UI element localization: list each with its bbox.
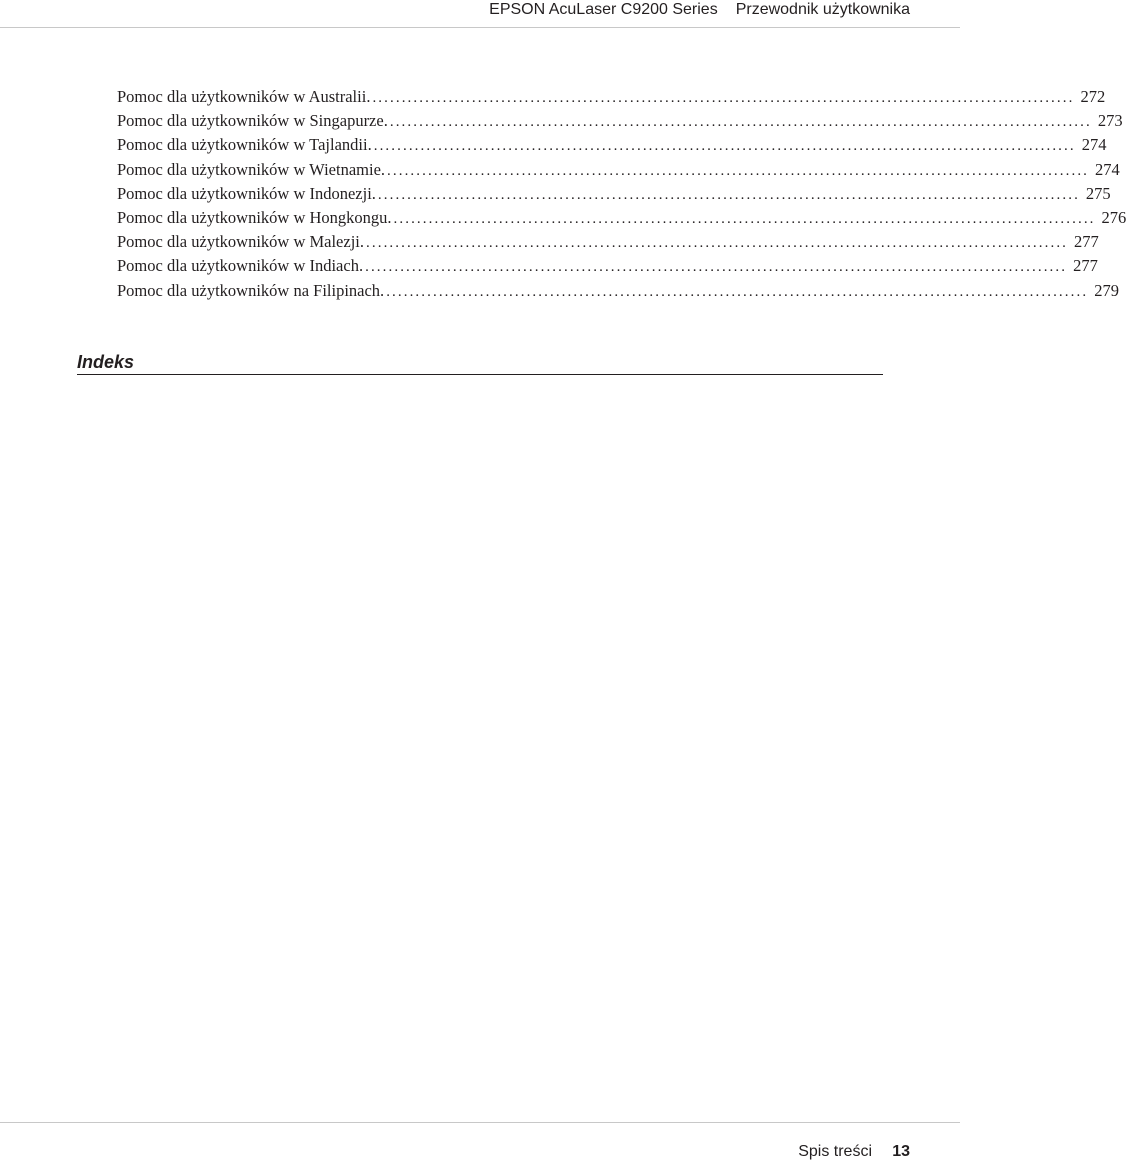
header-text [489, 1, 910, 19]
toc-leader-dots: ........................................................................................................................ [387, 162, 1090, 179]
toc-leader-dots: ........................................................................................................................ [389, 114, 1092, 131]
toc-leader-dots: ........................................................................................................................ [386, 283, 1089, 300]
footer-section-name: Spis treści [798, 1143, 872, 1160]
toc-entry-page: 274 [1081, 135, 1107, 155]
toc-leader-dots: ........................................................................................................................ [365, 259, 1068, 276]
toc-entry-title: Pomoc dla użytkowników w Australii. [117, 87, 371, 106]
toc-entry-page: 274 [1095, 159, 1120, 179]
toc-entry-title: Pomoc dla użytkowników w Singapurze. [117, 111, 388, 131]
page-footer [0, 1122, 960, 1165]
toc-entry-title: Pomoc dla użytkowników w Tajlandii. [117, 135, 372, 155]
page-header [0, 0, 960, 28]
toc-entry-title: Pomoc dla użytkowników na Filipinach. [117, 280, 385, 300]
toc-entry[interactable] [117, 182, 1111, 206]
index-title[interactable]: Indeks [77, 352, 135, 372]
toc-entry-page: 276 [1101, 207, 1126, 227]
toc-entry[interactable] [117, 254, 1098, 278]
toc-entry-page: 279 [1094, 280, 1119, 300]
toc-entry-title: Pomoc dla użytkowników w Wietnamie. [117, 159, 386, 179]
toc-entry-page: 277 [1074, 232, 1099, 252]
toc-entry[interactable] [117, 279, 1119, 303]
toc-entry-page: 275 [1085, 183, 1111, 203]
toc-leader-dots: ........................................................................................................................ [377, 186, 1080, 203]
toc-entry[interactable] [117, 230, 1099, 254]
toc-leader-dots: ........................................................................................................................ [372, 90, 1075, 106]
toc-leader-dots: ........................................................................................................................ [366, 235, 1069, 252]
toc-leader-dots: ........................................................................................................................ [393, 210, 1096, 227]
toc-entry-title: Pomoc dla użytkowników w Malezji. [117, 232, 365, 252]
header-product: EPSON AcuLaser C9200 Series [489, 1, 718, 18]
toc-entry[interactable] [117, 85, 1106, 109]
header-guide: Przewodnik użytkownika [735, 1, 910, 18]
toc-entry-title: Pomoc dla użytkowników w Hongkongu. [117, 207, 392, 227]
toc-leader-dots: ........................................................................................................................ [373, 138, 1076, 155]
toc-entry-title: Pomoc dla użytkowników w Indonezji. [117, 183, 376, 203]
table-of-contents [117, 85, 1126, 303]
toc-entry-page: 272 [1080, 87, 1106, 106]
index-section-heading [77, 350, 883, 375]
toc-entry-page: 277 [1073, 256, 1098, 276]
toc-entry[interactable] [117, 109, 1123, 133]
footer-page-number: 13 [892, 1143, 910, 1160]
toc-entry[interactable] [117, 158, 1120, 182]
toc-entry[interactable] [117, 206, 1126, 230]
toc-entry-title: Pomoc dla użytkowników w Indiach. [117, 256, 364, 276]
toc-entry[interactable] [117, 133, 1107, 157]
toc-entry-page: 273 [1097, 111, 1123, 131]
